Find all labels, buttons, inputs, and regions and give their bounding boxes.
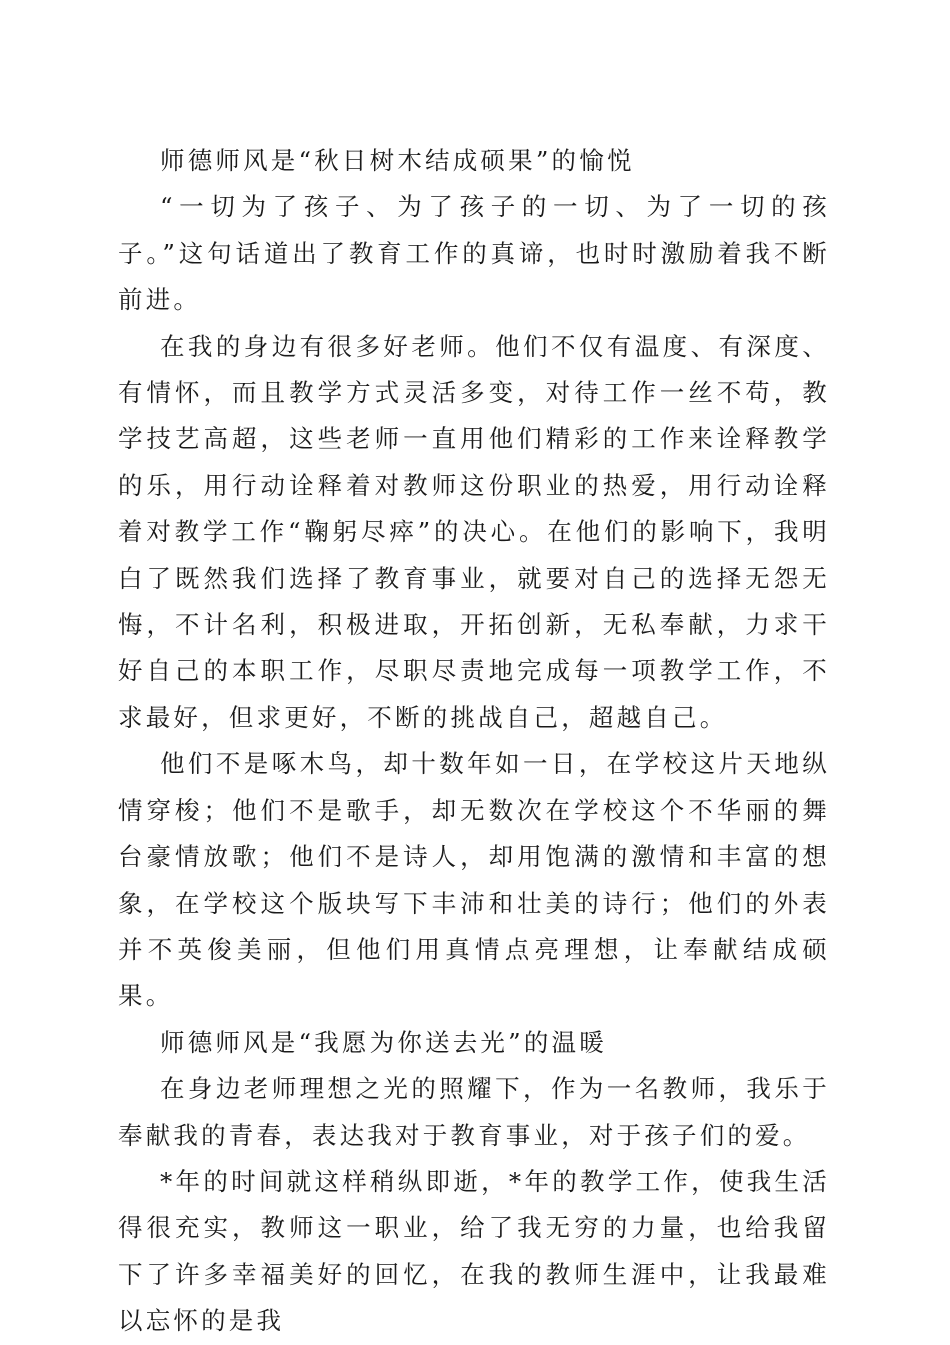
paragraph-dedication: 在身边老师理想之光的照耀下，作为一名教师，我乐于奉献我的青春，表达我对于教育事业，对于孩子们的爱。 (118, 1074, 830, 1150)
document-body (118, 138, 830, 1345)
paragraph-woodpecker: 他们不是啄木鸟，却十数年如一日，在学校这片天地纵情穿梭；他们不是歌手，却无数次在学校这个不华丽的舞台豪情放歌；他们不是诗人，却用饱满的激情和丰富的想象，在学校这个版块写下丰沛和壮美的诗行；他们的外表并不英俊美丽，但他们用真情点亮理想，让奉献结成硕果。 (118, 749, 830, 1011)
paragraph-motto: “一切为了孩子、为了孩子的一切、为了一切的孩子。”这句话道出了教育工作的真谛，也时时激励着我不断前进。 (118, 192, 830, 315)
section-heading-autumn-fruit: 师德师风是“秋日树木结成硕果”的愉悦 (160, 146, 635, 175)
section-heading-send-light: 师德师风是“我愿为你送去光”的温暖 (160, 1027, 607, 1057)
paragraph-years-teaching: *年的时间就这样稍纵即逝，*年的教学工作，使我生活得很充实，教师这一职业，给了我无穷的力量，也给我留下了许多幸福美好的回忆，在我的教师生涯中，让我最难以忘怀的是我 (118, 1166, 830, 1336)
paragraph-good-teachers: 在我的身边有很多好老师。他们不仅有温度、有深度、有情怀，而且教学方式灵活多变，对待工作一丝不苟，教学技艺高超，这些老师一直用他们精彩的工作来诠释教学的乐，用行动诠释着对教师这份职业的热爱，用行动诠释着对教学工作“鞠躬尽瘁”的决心。在他们的影响下，我明白了既然我们选择了教育事业，就要对自己的选择无怨无悔，不计名利，积极进取，开拓创新，无私奉献，力求干好自己的本职工作，尽职尽责地完成每一项教学工作，不求最好，但求更好，不断的挑战自己，超越自己。 (118, 331, 830, 732)
